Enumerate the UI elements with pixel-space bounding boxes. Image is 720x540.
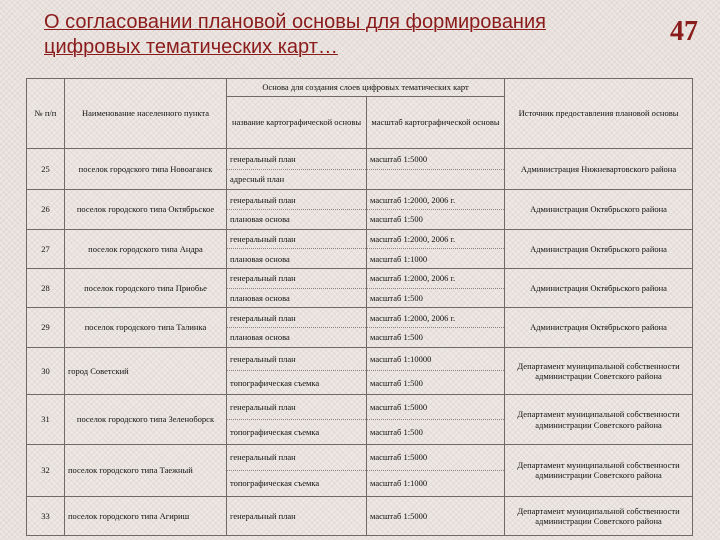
map-name: генеральный план — [227, 269, 367, 289]
settlements-table — [26, 78, 693, 536]
map-scale: масштаб 1:10000 — [367, 347, 505, 371]
map-scale: масштаб 1:2000, 2006 г. — [367, 308, 505, 328]
settlement-name: поселок городского типа Агириш — [65, 496, 227, 535]
source: Администрация Октябрьского района — [505, 229, 693, 268]
map-scale: масштаб 1:1000 — [367, 249, 505, 269]
map-name: топографическая съемка — [227, 470, 367, 496]
map-name: генеральный план — [227, 229, 367, 249]
row-number: 29 — [27, 308, 65, 347]
map-name: генеральный план — [227, 308, 367, 328]
row-number: 28 — [27, 269, 65, 308]
settlement-name: поселок городского типа Талинка — [65, 308, 227, 347]
header-source: Источник предоставления плановой основы — [505, 79, 693, 149]
settlement-name: поселок городского типа Андра — [65, 229, 227, 268]
map-name: генеральный план — [227, 444, 367, 470]
map-scale: масштаб 1:5000 — [367, 395, 505, 420]
map-scale: масштаб 1:5000 — [367, 496, 505, 535]
settlement-name: поселок городского типа Таежный — [65, 444, 227, 496]
map-name: адресный план — [227, 169, 367, 190]
settlement-name: поселок городского типа Зеленоборск — [65, 395, 227, 445]
row-number: 25 — [27, 149, 65, 190]
map-scale: масштаб 1:5000 — [367, 444, 505, 470]
map-name: генеральный план — [227, 149, 367, 170]
settlement-name: поселок городского типа Новоаганск — [65, 149, 227, 190]
row-number: 31 — [27, 395, 65, 445]
header-map-scale: масштаб картографической основы — [367, 97, 505, 149]
row-number: 32 — [27, 444, 65, 496]
page-title: О согласовании плановой основы для формирования цифровых тематических карт… — [44, 11, 546, 58]
source: Департамент муниципальной собственности администрации Советского района — [505, 444, 693, 496]
map-name: генеральный план — [227, 190, 367, 210]
map-name: плановая основа — [227, 249, 367, 269]
map-scale: масштаб 1:2000, 2006 г. — [367, 269, 505, 289]
source: Администрация Октябрьского района — [505, 269, 693, 308]
map-name: генеральный план — [227, 395, 367, 420]
row-number: 26 — [27, 190, 65, 229]
map-name: плановая основа — [227, 210, 367, 230]
map-scale: масштаб 1:500 — [367, 371, 505, 395]
row-number: 30 — [27, 347, 65, 395]
header-basis-group: Основа для создания слоев цифровых тематических карт — [227, 79, 505, 97]
map-name: генеральный план — [227, 347, 367, 371]
map-name: плановая основа — [227, 288, 367, 308]
row-number: 27 — [27, 229, 65, 268]
settlement-name: город Советский — [65, 347, 227, 395]
source: Департамент муниципальной собственности администрации Советского района — [505, 496, 693, 535]
map-name: генеральный план — [227, 496, 367, 535]
source: Департамент муниципальной собственности администрации Советского района — [505, 395, 693, 445]
map-scale: масштаб 1:500 — [367, 327, 505, 347]
source: Департамент муниципальной собственности администрации Советского района — [505, 347, 693, 395]
settlement-name: поселок городского типа Приобье — [65, 269, 227, 308]
map-name: плановая основа — [227, 327, 367, 347]
map-scale: масштаб 1:500 — [367, 210, 505, 230]
source: Администрация Нижневартовского района — [505, 149, 693, 190]
header-settlement: Наименование населенного пункта — [65, 79, 227, 149]
map-scale — [367, 169, 505, 190]
map-scale: масштаб 1:1000 — [367, 470, 505, 496]
map-scale: масштаб 1:2000, 2006 г. — [367, 229, 505, 249]
header-num: № п/п — [27, 79, 65, 149]
settlement-name: поселок городского типа Октябрьское — [65, 190, 227, 229]
map-name: топографическая съемка — [227, 371, 367, 395]
page-number: 47 — [670, 16, 698, 47]
source: Администрация Октябрьского района — [505, 190, 693, 229]
header-map-name: название картографической основы — [227, 97, 367, 149]
row-number: 33 — [27, 496, 65, 535]
map-scale: масштаб 1:5000 — [367, 149, 505, 170]
map-scale: масштаб 1:500 — [367, 420, 505, 445]
map-name: топографическая съемка — [227, 420, 367, 445]
map-scale: масштаб 1:500 — [367, 288, 505, 308]
map-scale: масштаб 1:2000, 2006 г. — [367, 190, 505, 210]
source: Администрация Октябрьского района — [505, 308, 693, 347]
